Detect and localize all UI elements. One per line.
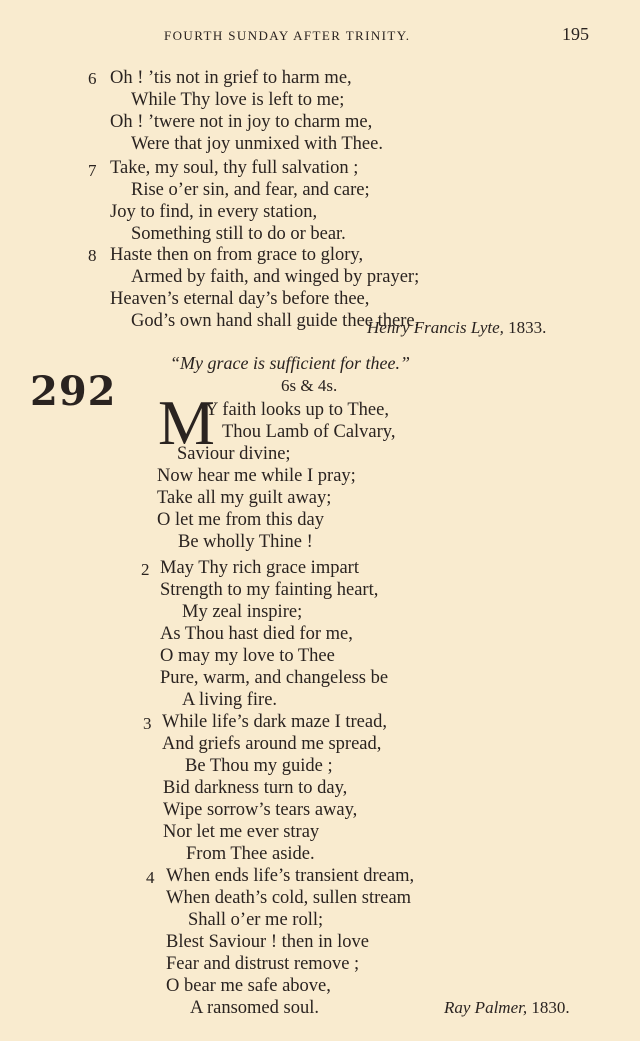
drop-cap: M <box>158 387 215 458</box>
verse-line: Take all my guilt away; <box>157 488 332 508</box>
verse-number: 4 <box>146 868 155 887</box>
verse-line: Pure, warm, and changeless be <box>160 668 389 688</box>
verse-line: As Thou hast died for me, <box>160 624 353 644</box>
verse-line: Saviour divine; <box>177 444 291 464</box>
verse-line: When ends life’s transient dream, <box>166 866 415 886</box>
verse-line: O bear me safe above, <box>166 976 331 996</box>
verse-line: Nor let me ever stray <box>163 822 320 842</box>
verse-line: Be Thou my guide ; <box>185 756 333 776</box>
verse-line: Y faith looks up to Thee, <box>205 400 389 420</box>
verse-line: And griefs around me spread, <box>162 734 382 754</box>
verse-line: A ransomed soul. <box>190 998 319 1018</box>
verse-line: Heaven’s eternal day’s before thee, <box>110 289 370 309</box>
hymn-meter: 6s & 4s. <box>281 376 338 395</box>
verse-line: Be wholly Thine ! <box>178 532 313 552</box>
verse-line: Oh ! ’twere not in joy to charm me, <box>110 112 373 132</box>
verse-line: Shall o’er me roll; <box>188 910 324 930</box>
verse-line: May Thy rich grace impart <box>160 558 359 578</box>
page-number: 195 <box>562 24 589 44</box>
verse-line: Joy to find, in every station, <box>110 202 318 222</box>
verse-number: 6 <box>88 69 97 88</box>
verse-line: Take, my soul, thy full salvation ; <box>110 158 359 178</box>
verse-number: 2 <box>141 560 150 579</box>
hymn-attribution <box>444 997 570 1019</box>
verse-line: O let me from this day <box>157 510 324 530</box>
verse-line: While Thy love is left to me; <box>131 90 345 110</box>
verse-line: Wipe sorrow’s tears away, <box>163 800 358 820</box>
running-header <box>0 26 640 48</box>
verse-line: Something still to do or bear. <box>131 224 346 244</box>
prev-hymn-attribution <box>367 317 546 339</box>
verse-line: From Thee aside. <box>186 844 315 864</box>
verse-line: Fear and distrust remove ; <box>166 954 360 974</box>
verse-line: O may my love to Thee <box>160 646 335 666</box>
hymn-motto: “My grace is sufficient for thee.” <box>170 353 410 373</box>
running-title: FOURTH SUNDAY AFTER TRINITY. <box>164 28 411 43</box>
verse-line: Blest Saviour ! then in love <box>166 932 369 952</box>
verse-line: My zeal inspire; <box>182 602 303 622</box>
verse-number: 7 <box>88 161 97 180</box>
author-year: 1833. <box>508 318 547 337</box>
verse-line: Armed by faith, and winged by prayer; <box>131 267 420 287</box>
author-year: 1830. <box>531 998 570 1017</box>
verse-line: A living fire. <box>182 690 278 710</box>
verse-line: When death’s cold, sullen stream <box>166 888 412 908</box>
author-name: Henry Francis Lyte, <box>367 318 504 337</box>
verse-line: Thou Lamb of Calvary, <box>222 422 396 442</box>
verse-number: 3 <box>143 714 152 733</box>
verse-line: Oh ! ’tis not in grief to harm me, <box>110 68 352 88</box>
verse-line: Rise o’er sin, and fear, and care; <box>131 180 370 200</box>
verse-line: Bid darkness turn to day, <box>163 778 348 798</box>
verse-line: Strength to my fainting heart, <box>160 580 379 600</box>
author-name: Ray Palmer, <box>444 998 528 1017</box>
verse-number: 8 <box>88 246 97 265</box>
verse-line: Were that joy unmixed with Thee. <box>131 134 383 154</box>
verse-line: God’s own hand shall guide thee there. <box>131 311 420 331</box>
verse-line: Now hear me while I pray; <box>157 466 356 486</box>
verse-line: While life’s dark maze I tread, <box>162 712 387 732</box>
hymn-number: 292 <box>30 368 117 415</box>
verse-line: Haste then on from grace to glory, <box>110 245 364 265</box>
